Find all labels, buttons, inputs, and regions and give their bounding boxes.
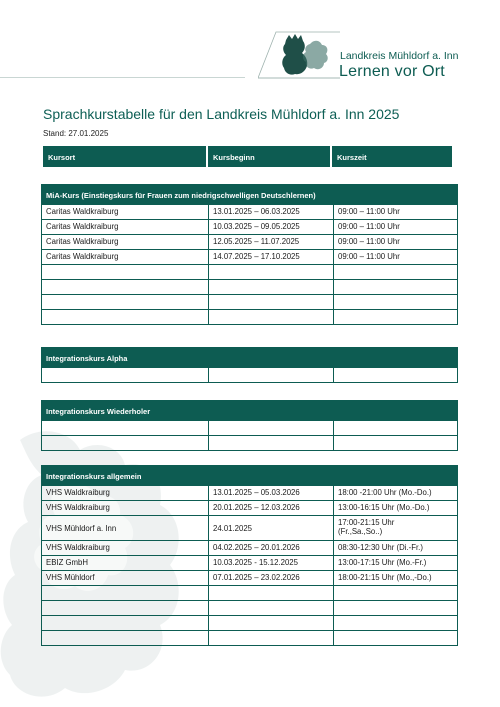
logo-district-name: Landkreis Mühldorf a. Inn <box>340 50 459 62</box>
cell-kursort: Caritas Waldkraiburg <box>42 220 209 234</box>
cell-kursbeginn: 13.01.2025 – 06.03.2025 <box>209 205 334 219</box>
cell-kurszeit: 09:00 – 11:00 Uhr <box>338 237 400 246</box>
column-header-kurszeit: Kurszeit <box>332 146 452 167</box>
section-mia <box>41 184 458 325</box>
table-row <box>41 235 458 250</box>
cell-kursort: VHS Waldkraiburg <box>42 486 209 500</box>
column-header-kursbeginn: Kursbeginn <box>208 146 332 167</box>
section-title: Integrationskurs Alpha <box>41 347 458 368</box>
empty-row <box>41 601 458 616</box>
cell-kurszeit: 08:30-12:30 Uhr (Di.-Fr.) <box>338 543 423 552</box>
cell-kurszeit: 18:00 -21:00 Uhr (Mo.-Do.) <box>338 488 432 497</box>
cell-kursort: Caritas Waldkraiburg <box>42 235 209 249</box>
empty-row <box>41 265 458 280</box>
stand-date: Stand: 27.01.2025 <box>43 129 109 138</box>
cell-kurszeit: 09:00 – 11:00 Uhr <box>338 207 400 216</box>
logo-program-name: Lernen vor Ort <box>339 63 445 80</box>
cell-kurszeit: 13:00-17:15 Uhr (Mo.-Fr.) <box>338 558 427 567</box>
table-row <box>41 250 458 265</box>
empty-row <box>41 295 458 310</box>
logo <box>258 30 494 82</box>
empty-row <box>41 421 458 436</box>
table-row <box>41 220 458 235</box>
cell-kursbeginn: 12.05.2025 – 11.07.2025 <box>209 235 334 249</box>
cell-kursort: VHS Waldkraiburg <box>42 541 209 555</box>
page-title: Sprachkurstabelle für den Landkreis Mühldorf a. Inn 2025 <box>43 106 400 122</box>
cell-kursbeginn: 10.03.2025 – 09.05.2025 <box>209 220 334 234</box>
cell-kursort: Caritas Waldkraiburg <box>42 250 209 264</box>
section-alpha <box>41 347 458 383</box>
table-row <box>41 501 458 516</box>
table-row <box>41 541 458 556</box>
cell-kursbeginn: 24.01.2025 <box>209 516 334 540</box>
section-allgemein <box>41 465 458 646</box>
table-row <box>41 486 458 501</box>
empty-row <box>41 436 458 451</box>
cell-kurszeit-line1: 17:00-21:15 Uhr <box>338 518 395 527</box>
cell-kursbeginn: 14.07.2025 – 17.10.2025 <box>209 250 334 264</box>
empty-row <box>41 586 458 601</box>
cell-kursbeginn: 10.03.2025 - 15.12.2025 <box>209 556 334 570</box>
cell-kurszeit: 09:00 – 11:00 Uhr <box>338 252 400 261</box>
cell-kurszeit-line2: (Fr.,Sa.,So..) <box>338 527 383 536</box>
cell-kursort: VHS Waldkraiburg <box>42 501 209 515</box>
empty-row <box>41 631 458 646</box>
cell-kursort: Caritas Waldkraiburg <box>42 205 209 219</box>
cell-kursort: VHS Mühldorf a. Inn <box>42 516 209 540</box>
section-wiederholer <box>41 400 458 451</box>
cell-kurszeit: 09:00 – 11:00 Uhr <box>338 222 400 231</box>
cell-kursbeginn: 04.02.2025 – 20.01.2026 <box>209 541 334 555</box>
section-title: MiA-Kurs (Einstiegskurs für Frauen zum niedrigschwelligen Deutschlernen) <box>41 184 458 205</box>
column-header-kursort: Kursort <box>43 146 208 167</box>
cell-kursort: EBIZ GmbH <box>42 556 209 570</box>
section-title: Integrationskurs allgemein <box>41 465 458 486</box>
empty-row <box>41 616 458 631</box>
cell-kurszeit: 13:00-16:15 Uhr (Mo.-Do.) <box>338 503 430 512</box>
cell-kursbeginn: 20.01.2025 – 12.03.2026 <box>209 501 334 515</box>
cell-kurszeit <box>334 516 457 540</box>
table-row <box>41 571 458 586</box>
empty-row <box>41 310 458 325</box>
empty-row <box>41 368 458 383</box>
table-row <box>41 205 458 220</box>
table-row <box>41 516 458 541</box>
table-row <box>41 556 458 571</box>
section-title: Integrationskurs Wiederholer <box>41 400 458 421</box>
table-header <box>43 146 452 167</box>
header-rule <box>0 77 245 78</box>
cell-kursort: VHS Mühldorf <box>42 571 209 585</box>
empty-row <box>41 280 458 295</box>
cell-kurszeit: 18:00-21:15 Uhr (Mo.,-Do.) <box>338 573 432 582</box>
cell-kursbeginn: 13.01.2025 – 05.03.2026 <box>209 486 334 500</box>
cell-kursbeginn: 07.01.2025 – 23.02.2026 <box>209 571 334 585</box>
lion-logo-icon <box>258 30 340 80</box>
